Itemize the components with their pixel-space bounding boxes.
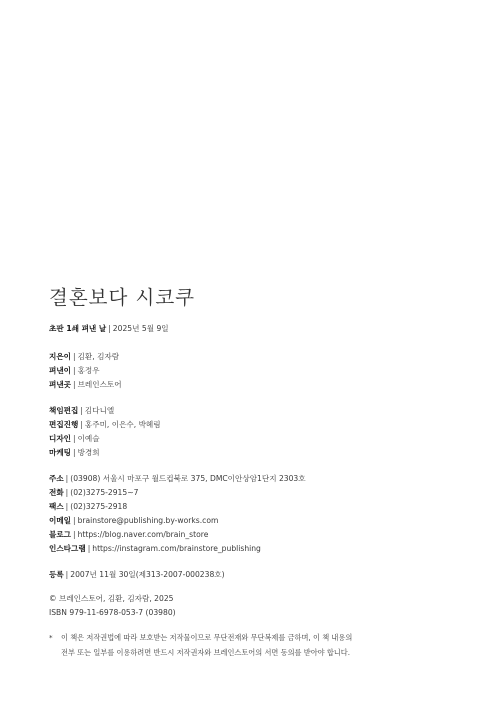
separator: | bbox=[73, 516, 76, 525]
contact-label: 블로그 bbox=[49, 530, 72, 539]
separator: | bbox=[73, 380, 76, 389]
credit-label: 펴낸곳 bbox=[49, 380, 72, 389]
registration-label: 등록 bbox=[49, 570, 64, 579]
separator: | bbox=[73, 434, 76, 443]
copyright-line: © 브레인스토어, 김환, 김자람, 2025 bbox=[49, 594, 174, 603]
contact-label: 팩스 bbox=[49, 502, 64, 511]
separator: | bbox=[87, 544, 91, 553]
contact-value: brainstore@publishing.by-works.com bbox=[77, 516, 219, 525]
contact-blog bbox=[49, 530, 208, 540]
staff-chief-editor bbox=[49, 406, 114, 416]
separator: | bbox=[108, 324, 111, 333]
staff-label: 마케팅 bbox=[49, 448, 72, 457]
contact-value: (02)3275-2918 bbox=[70, 502, 128, 511]
contact-address bbox=[49, 474, 306, 484]
contact-label: 전화 bbox=[49, 488, 64, 497]
isbn-line: ISBN 979-11-6978-053-7 (03980) bbox=[49, 608, 176, 617]
staff-editing bbox=[49, 420, 161, 430]
credit-publisher bbox=[49, 366, 100, 376]
staff-design bbox=[49, 434, 100, 444]
contact-value: (02)3275-2915~7 bbox=[70, 488, 139, 497]
separator: | bbox=[73, 352, 76, 361]
staff-marketing bbox=[49, 448, 100, 458]
separator: | bbox=[80, 406, 83, 415]
staff-label: 편집진행 bbox=[49, 420, 79, 429]
contact-value: (03908) 서울시 마포구 월드컵북로 375, DMC이안상암1단지 2303호 bbox=[70, 474, 306, 483]
staff-value: 이예슬 bbox=[77, 434, 100, 443]
credit-publishing-house bbox=[49, 380, 122, 390]
credit-author bbox=[49, 352, 119, 362]
contact-label: 이메일 bbox=[49, 516, 72, 525]
first-edition-date: 2025년 5월 9일 bbox=[112, 324, 169, 333]
first-edition-line bbox=[49, 324, 169, 334]
registration-line bbox=[49, 570, 225, 580]
credit-value: 브레인스토어 bbox=[77, 380, 122, 389]
contact-value: https://instagram.com/brainstore_publishing bbox=[92, 544, 261, 553]
separator: | bbox=[73, 366, 76, 375]
contact-phone bbox=[49, 488, 138, 498]
book-title: 결혼보다 시코쿠 bbox=[49, 286, 196, 309]
contact-label: 인스타그램 bbox=[49, 544, 86, 553]
separator: | bbox=[65, 474, 69, 483]
separator: | bbox=[73, 448, 76, 457]
staff-value: 방경희 bbox=[77, 448, 100, 457]
copyright-notice bbox=[49, 630, 369, 660]
staff-label: 디자인 bbox=[49, 434, 72, 443]
contact-label: 주소 bbox=[49, 474, 64, 483]
contact-value: https://blog.naver.com/brain_store bbox=[77, 530, 209, 539]
staff-value: 홍주미, 이은수, 박혜림 bbox=[84, 420, 161, 429]
separator: | bbox=[73, 530, 76, 539]
contact-fax bbox=[49, 502, 127, 512]
staff-value: 김다니엘 bbox=[84, 406, 115, 415]
credit-label: 지은이 bbox=[49, 352, 72, 361]
credit-label: 펴낸이 bbox=[49, 366, 72, 375]
contact-email bbox=[49, 516, 218, 526]
contact-instagram bbox=[49, 544, 261, 554]
separator: | bbox=[65, 488, 69, 497]
notice-asterisk: * bbox=[49, 633, 53, 642]
first-edition-label: 초판 1쇄 펴낸 날 bbox=[49, 324, 107, 333]
notice-line-2: 전부 또는 일부를 이용하려면 반드시 저작권자와 브레인스토어의 서면 동의를 받아야 합니다. bbox=[61, 648, 350, 657]
notice-line-1: 이 책은 저작권법에 따라 보호받는 저작물이므로 무단전재와 무단복제를 금하며, 이 책 내용의 bbox=[61, 633, 353, 642]
separator: | bbox=[65, 502, 69, 511]
credit-value: 홍정우 bbox=[77, 366, 100, 375]
separator: | bbox=[80, 420, 83, 429]
credit-value: 김환, 김자람 bbox=[77, 352, 120, 361]
registration-value: 2007년 11월 30일(제313-2007-000238호) bbox=[70, 570, 225, 579]
staff-label: 책임편집 bbox=[49, 406, 79, 415]
separator: | bbox=[65, 570, 69, 579]
